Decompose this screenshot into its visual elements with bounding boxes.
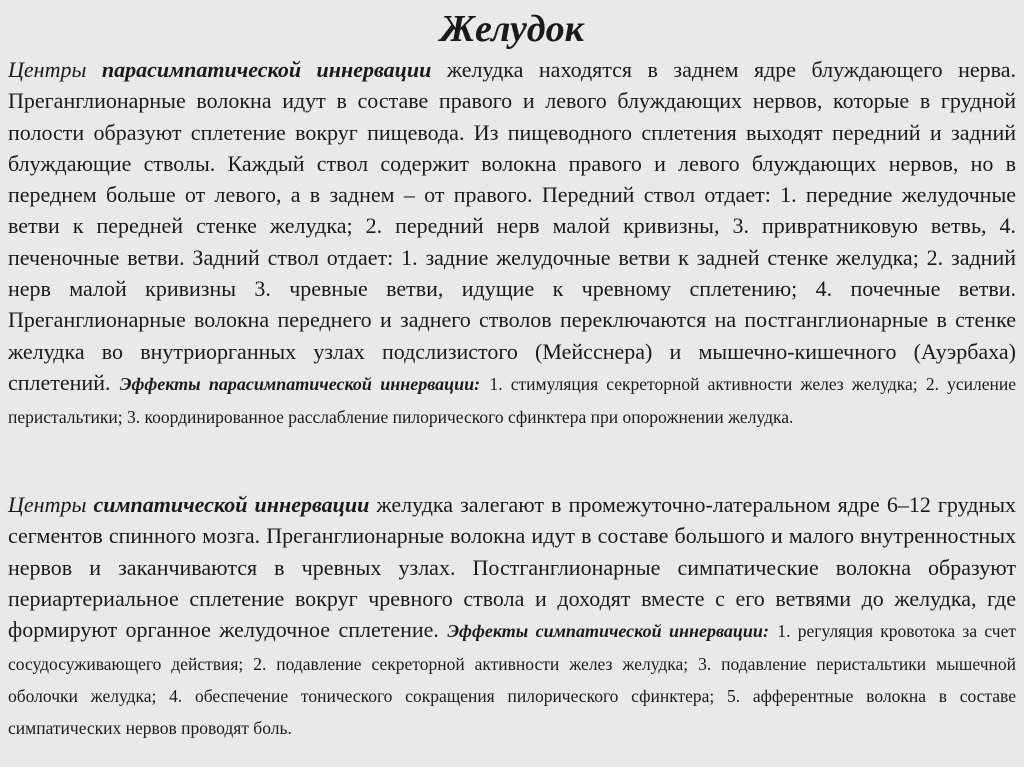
page-title: Желудок <box>440 8 584 50</box>
sympathetic-effects-label: Эффекты симпатической иннервации: <box>447 621 769 642</box>
sympathetic-paragraph <box>8 489 1016 743</box>
parasympathetic-lead: Центры <box>8 57 87 82</box>
parasympathetic-effects-text: 1. стимуляция секреторной активности желез желудка; 2. усиление перистальтики; 3. координированное расслабление пилорического сфинктера при опорожнении желудка. <box>8 373 1016 428</box>
sympathetic-text: желудка залегают в промежуточно-латеральном ядре 6–12 грудных сегментов спинного мозга. Преганглионарные волокна идут в составе большого и малого внутренностных нервов и заканчиваются в чревных узлах. Постганглионарные симпатические волокна образуют периартериальное сплетение вокруг чревного ствола и доходят вместе с его ветвями до желудка, где формируют органное желудочное сплетение. <box>8 492 1016 643</box>
sympathetic-lead: Центры <box>8 492 87 517</box>
parasympathetic-effects-label: Эффекты парасимпатической иннервации: <box>119 373 481 394</box>
parasympathetic-text: желудка находятся в заднем ядре блуждающего нерва. Преганглионарные волокна идут в составе правого и левого блуждающих нервов, которые в грудной полости образуют сплетение вокруг пищевода. Из пищеводного сплетения выходят передний и задний блуждающие стволы. Каждый ствол содержит волокна правого и левого блуждающих нервов, но в переднем больше от левого, а в заднем – от правого. Передний ствол отдает: 1. передние желудочные ветви к передней стенке желудка; 2. передний нерв малой кривизны, 3. привратниковую ветвь, 4. печеночные ветви. Задний ствол отдает: 1. задние желудочные ветви к задней стенке желудка; 2. задний нерв малой кривизны 3. чревные ветви, идущие к чревному сплетению; 4. почечные ветви. Преганглионарные волокна переднего и заднего стволов переключаются на постганглионарные в стенке желудка во внутриорганных узлах подслизистого (Мейсснера) и мышечно-кишечного (Ауэрбаха) сплетений. <box>8 57 1017 395</box>
parasympathetic-term: парасимпатической иннервации <box>101 57 432 82</box>
parasympathetic-paragraph <box>8 54 1016 432</box>
sympathetic-effects-text: 1. регуляция кровотока за счет сосудосуживающего действия; 2. подавление секреторной активности желез желудка; 3. подавление перистальтики мышечной оболочки желудка; 4. обеспечение тонического сокращения пилорического сфинктера; 5. афферентные волокна в составе симпатических нервов проводят боль. <box>8 621 1017 739</box>
sympathetic-term: симпатической иннервации <box>93 492 370 517</box>
